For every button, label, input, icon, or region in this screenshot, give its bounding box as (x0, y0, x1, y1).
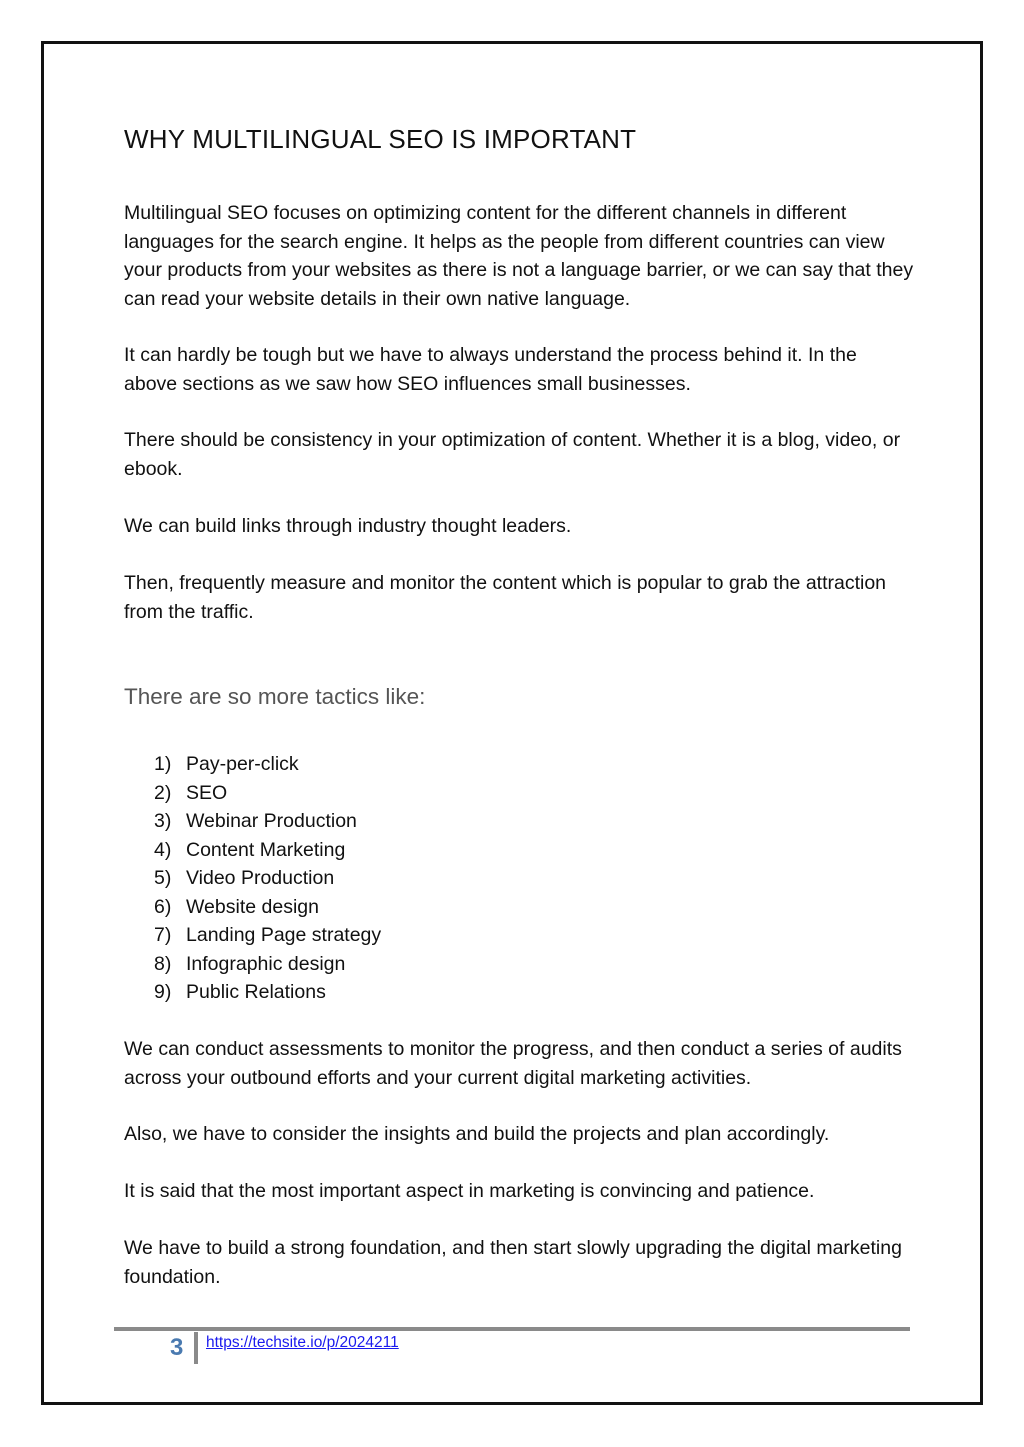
list-item-number: 5) (154, 867, 172, 889)
list-item-label: Public Relations (186, 981, 326, 1003)
list-item-number: 9) (154, 981, 172, 1003)
paragraph-insights: Also, we have to consider the insights and build the projects and plan accordingly. (124, 1123, 830, 1145)
list-item-label: Content Marketing (186, 838, 346, 861)
list-item-label: Pay-per-click (186, 753, 299, 775)
paragraph-intro: Multilingual SEO focuses on optimizing content for the different channels in different languages for the search engine. It helps as the people from different countries can view your products from your websites as there is not a language barrier, or we can say that they can read your website details in their own native language. (124, 202, 914, 310)
list-item (124, 864, 381, 893)
list-item (124, 807, 381, 836)
paragraph-consistency: There should be consistency in your optimization of content. Whether it is a blog, video, or ebook. (124, 429, 901, 480)
page-title: WHY MULTILINGUAL SEO IS IMPORTANT (124, 124, 637, 154)
footer-rule (114, 1327, 910, 1331)
list-item (124, 950, 381, 979)
list-item-label: Landing Page strategy (186, 924, 382, 946)
list-item-label: Webinar Production (186, 810, 357, 832)
list-item-number: 8) (154, 952, 172, 975)
tactics-subheading: There are so more tactics like: (124, 684, 426, 709)
paragraph-measure: Then, frequently measure and monitor the content which is popular to grab the attraction from the traffic. (124, 572, 887, 623)
list-item-number: 1) (154, 753, 172, 775)
list-item-number: 4) (154, 838, 172, 861)
list-item (124, 779, 381, 808)
list-item (124, 750, 381, 779)
list-item-number: 3) (154, 810, 172, 832)
paragraph-process: It can hardly be tough but we have to always understand the process behind it. In the above sections as we saw how SEO influences small businesses. (124, 344, 857, 395)
paragraph-assessments: We can conduct assessments to monitor the progress, and then conduct a series of audits across your outbound efforts and your current digital marketing activities. (124, 1038, 902, 1089)
list-item-label: Infographic design (186, 952, 346, 975)
list-item (124, 893, 381, 922)
list-item-label: Website design (186, 895, 319, 918)
list-item (124, 921, 381, 950)
tactics-list (124, 750, 381, 1007)
footer-link[interactable]: https://techsite.io/p/2024211 (206, 1334, 399, 1351)
list-item-number: 7) (154, 924, 172, 946)
list-item-number: 2) (154, 781, 172, 804)
paragraph-links: We can build links through industry thought leaders. (124, 515, 572, 537)
paragraph-patience: It is said that the most important aspect in marketing is convincing and patience. (124, 1180, 815, 1202)
list-item-number: 6) (154, 895, 172, 918)
list-item (124, 978, 381, 1007)
paragraph-foundation: We have to build a strong foundation, and then start slowly upgrading the digital marketing foundation. (124, 1237, 902, 1288)
list-item-label: Video Production (186, 867, 335, 889)
page-number: 3 (170, 1334, 184, 1361)
list-item-label: SEO (186, 781, 228, 804)
list-item (124, 836, 381, 865)
footer-separator (194, 1332, 198, 1364)
